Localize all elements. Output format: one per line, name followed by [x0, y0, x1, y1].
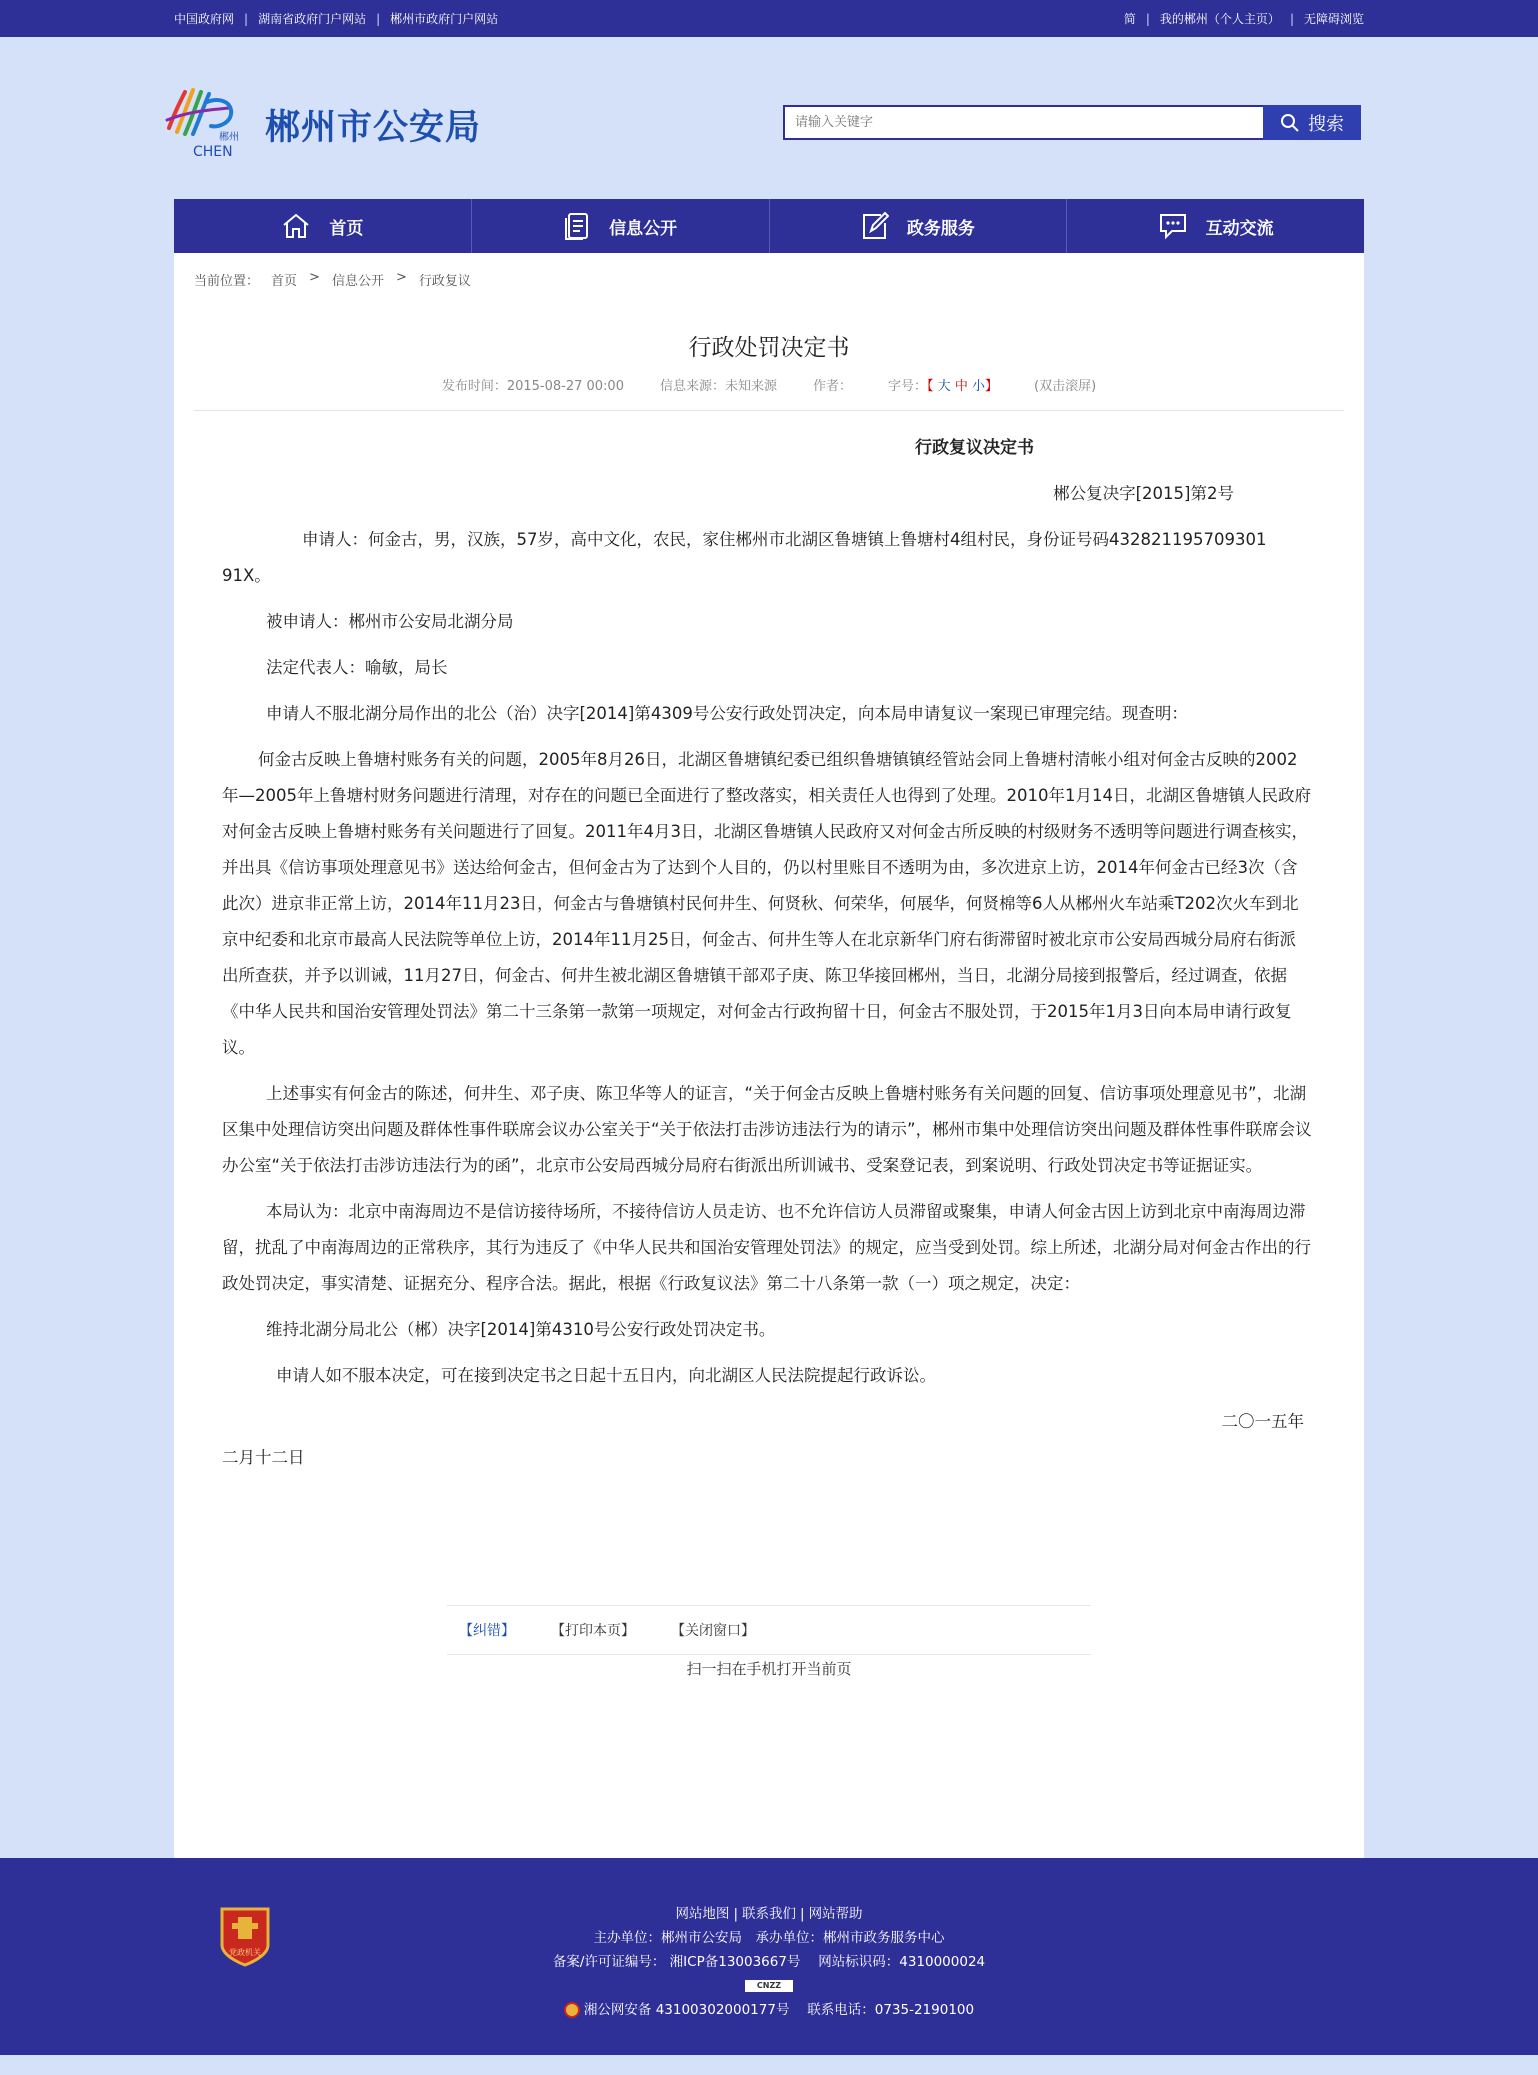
- separator: |: [1145, 11, 1150, 26]
- paragraph: 申请人：何金古，男，汉族，57岁，高中文化，农民，家住郴州市北湖区鲁塘镇上鲁塘村4组村民，身份证号码432821195709301 91X。: [222, 530, 1267, 585]
- footer-link-sitemap[interactable]: 网站地图: [675, 1906, 730, 1922]
- site-logo-icon[interactable]: [163, 82, 253, 162]
- cnzz-label: CNZZ: [745, 1980, 793, 1992]
- doc-number: 郴公复决字[2015]第2号: [1053, 484, 1234, 503]
- link-gov-cn[interactable]: 中国政府网: [174, 12, 235, 26]
- author: 作者：: [812, 379, 852, 394]
- paragraph: 被申请人：郴州市公安局北湖分局: [266, 612, 514, 631]
- paragraph: 本局认为：北京中南海周边不是信访接待场所，不接待信访人员走访、也不允许信访人员滞留或聚集，申请人何金古因上访到北京中南海周边滞留，扰乱了中南海周边的正常秩序，其行为违反了《中华人民共和国治安管理处罚法》的规定，应当受到处罚。综上所述，北湖分局对何金古作出的行政处罚决定，事实清楚、证据充分、程序合法。据此，根据《行政复议法》第二十八条第一款（一）项之规定，决定：: [222, 1202, 1311, 1293]
- font-size-medium[interactable]: 中: [954, 379, 968, 394]
- breadcrumb-prefix: 当前位置：: [194, 274, 260, 289]
- search-bar: [783, 105, 1364, 140]
- separator: |: [800, 1906, 805, 1922]
- font-size-label: 字号：: [888, 379, 928, 394]
- breadcrumb-separator: >: [395, 270, 407, 285]
- search-button[interactable]: [1263, 105, 1361, 140]
- breadcrumb-admin-review[interactable]: 行政复议: [418, 274, 471, 289]
- footer-link-help[interactable]: 网站帮助: [808, 1906, 863, 1922]
- top-links: [174, 10, 498, 27]
- main-nav: [174, 199, 1364, 253]
- nav-label-gov-service: 政务服务: [906, 218, 975, 239]
- page-title: 行政处罚决定书: [688, 335, 850, 361]
- search-icon: [1280, 113, 1300, 133]
- link-hunan-gov[interactable]: 湖南省政府门户网站: [258, 12, 367, 26]
- svg-text:党政机关: 党政机关: [229, 1948, 261, 1957]
- date-year: 二〇一五年: [1221, 1412, 1304, 1431]
- nav-label-interaction: 互动交流: [1205, 218, 1274, 239]
- footer-host: 主办单位：郴州市公安局 承办单位：郴州市政务服务中心: [593, 1930, 945, 1946]
- separator: |: [244, 11, 249, 26]
- nav-item-interaction[interactable]: [1067, 199, 1364, 253]
- cnzz-badge[interactable]: [0, 1974, 1538, 1998]
- home-icon: [281, 212, 311, 240]
- site-name: 郴州市公安局: [265, 108, 482, 148]
- breadcrumb-info-public[interactable]: 信息公开: [331, 274, 384, 289]
- svg-text:郴州: 郴州: [219, 132, 239, 143]
- paragraph: 申请人不服北湖分局作出的北公（治）决字[2014]第4309号公安行政处罚决定，向本局申请复议一案现已审理完结。现查明：: [266, 704, 1188, 723]
- bracket-close: 】: [985, 379, 999, 394]
- separator: |: [376, 11, 381, 26]
- footer-icp[interactable]: 备案/许可证编号： 湘ICP备13003667号 网站标识码：4310000024: [552, 1954, 986, 1970]
- article-content: [222, 430, 1312, 1476]
- paragraph: 维持北湖分局北公（郴）决字[2014]第4310号公安行政处罚决定书。: [266, 1320, 776, 1339]
- search-input[interactable]: [783, 105, 1263, 140]
- edit-icon: [861, 211, 889, 241]
- article-meta: [194, 375, 1344, 411]
- document-icon: [563, 211, 591, 241]
- paragraph: 何金古反映上鲁塘村账务有关的问题，2005年8月26日，北湖区鲁塘镇纪委已组织鲁塘镇镇经管站会同上鲁塘村清帐小组对何金古反映的2002年—2005年上鲁塘村财务问题进行清理，对存在的问题已全面进行了整改落实，相关责任人也得到了处理。2010年1月14日，北湖区鲁塘镇人民政府对何金古反映上鲁塘村账务有关问题进行了回复。2011年4月3日，北湖区鲁塘镇人民政府又对何金古所反映的村级财务不透明等问题进行调查核实，并出具《信访事项处理意见书》送达给何金古，但何金古为了达到个人目的，仍以村里账目不透明为由，多次进京上访，2014年何金古已经3次（含此次）进京非正常上访，2014年11月23日，何金古与鲁塘镇村民何井生、何贤秋、何荣华，何展华，何贤棉等6人从郴州火车站乘T202次火车到北京中纪委和北京市最高人民法院等单位上访，2014年11月25日，何金古、何井生等人在北京新华门府右街滞留时被北京市公安局西城分局府右街派出所查获，并予以训诫，11月27日，何金古、何井生被北湖区鲁塘镇干部邓子庚、陈卫华接回郴州，当日，北湖分局接到报警后，经过调查，依据《中华人民共和国治安管理处罚法》第二十三条第一款第一项规定，对何金古行政拘留十日，何金古不服处罚，于2015年1月3日向本局申请行政复议。: [222, 750, 1311, 1057]
- paragraph: 申请人如不服本决定，可在接到决定书之日起十五日内，向北湖区人民法院提起行政诉讼。: [276, 1366, 936, 1385]
- publish-time: 发布时间：2015-08-27 00:00: [441, 379, 624, 394]
- date-day: 二月十二日: [222, 1448, 305, 1467]
- link-chenzhou-gov[interactable]: 郴州市政府门户网站: [390, 12, 499, 26]
- article-actions: [447, 1605, 1091, 1655]
- correct-button[interactable]: 【纠错】: [459, 1623, 515, 1639]
- close-window-button[interactable]: 【关闭窗口】: [671, 1623, 755, 1639]
- nav-label-info-public: 信息公开: [609, 218, 678, 239]
- link-my-chenzhou[interactable]: 我的郴州（个人主页）: [1159, 12, 1280, 26]
- link-accessibility[interactable]: 无障碍浏览: [1303, 12, 1364, 26]
- qr-caption: 扫一扫在手机打开当前页: [686, 1660, 852, 1678]
- separator: |: [733, 1906, 738, 1922]
- double-click-scroll[interactable]: (双击滚屏): [1034, 379, 1097, 394]
- info-source: 信息来源：未知来源: [659, 379, 777, 394]
- footer-info: [0, 1902, 1538, 2022]
- top-bar: [0, 0, 1538, 37]
- police-badge-icon: [564, 2002, 580, 2018]
- top-right-links: [1124, 10, 1364, 27]
- nav-label-home: 首页: [329, 218, 364, 239]
- svg-text:CHEN: CHEN: [193, 144, 233, 160]
- bracket-open: 【: [927, 379, 934, 394]
- font-size-control: [888, 375, 998, 410]
- chat-icon: [1158, 212, 1188, 240]
- search-button-label: 搜索: [1308, 113, 1344, 135]
- main-panel: [174, 253, 1364, 1858]
- print-button[interactable]: 【打印本页】: [551, 1623, 635, 1639]
- nav-item-home[interactable]: [174, 199, 472, 253]
- footer-links: [0, 1902, 1538, 1926]
- footer-link-contact[interactable]: 联系我们: [742, 1906, 796, 1922]
- nav-item-gov-service[interactable]: [770, 199, 1068, 253]
- footer-police[interactable]: [0, 1998, 1538, 2022]
- breadcrumb-separator: >: [309, 270, 320, 285]
- header: [163, 82, 1365, 166]
- nav-item-info-public[interactable]: [472, 199, 770, 253]
- breadcrumb: [194, 270, 471, 289]
- footer: [0, 1858, 1538, 2055]
- font-size-small[interactable]: 小: [971, 379, 985, 394]
- paragraph: 法定代表人：喻敏，局长: [266, 658, 448, 677]
- footer-police-text: 湘公网安备 43100302000177号 联系电话：0735-2190100: [583, 2002, 975, 2018]
- font-size-large[interactable]: 大: [937, 379, 951, 394]
- paragraph: 上述事实有何金古的陈述，何井生、邓子庚、陈卫华等人的证言，“关于何金古反映上鲁塘村账务有关问题的回复、信访事项处理意见书”，北湖区集中处理信访突出问题及群体性事件联席会议办公室关于“关于依法打击涉访违法行为的请示”，郴州市集中处理信访突出问题及群体性事件联席会议办公室“关于依法打击涉访违法行为的函”，北京市公安局西城分局府右街派出所训诫书、受案登记表，到案说明、行政处罚决定书等证据证实。: [222, 1084, 1312, 1175]
- breadcrumb-home[interactable]: 首页: [271, 274, 298, 289]
- doc-heading: 行政复议决定书: [915, 438, 1034, 458]
- link-simplified[interactable]: 简: [1123, 12, 1136, 26]
- separator: |: [1289, 11, 1294, 26]
